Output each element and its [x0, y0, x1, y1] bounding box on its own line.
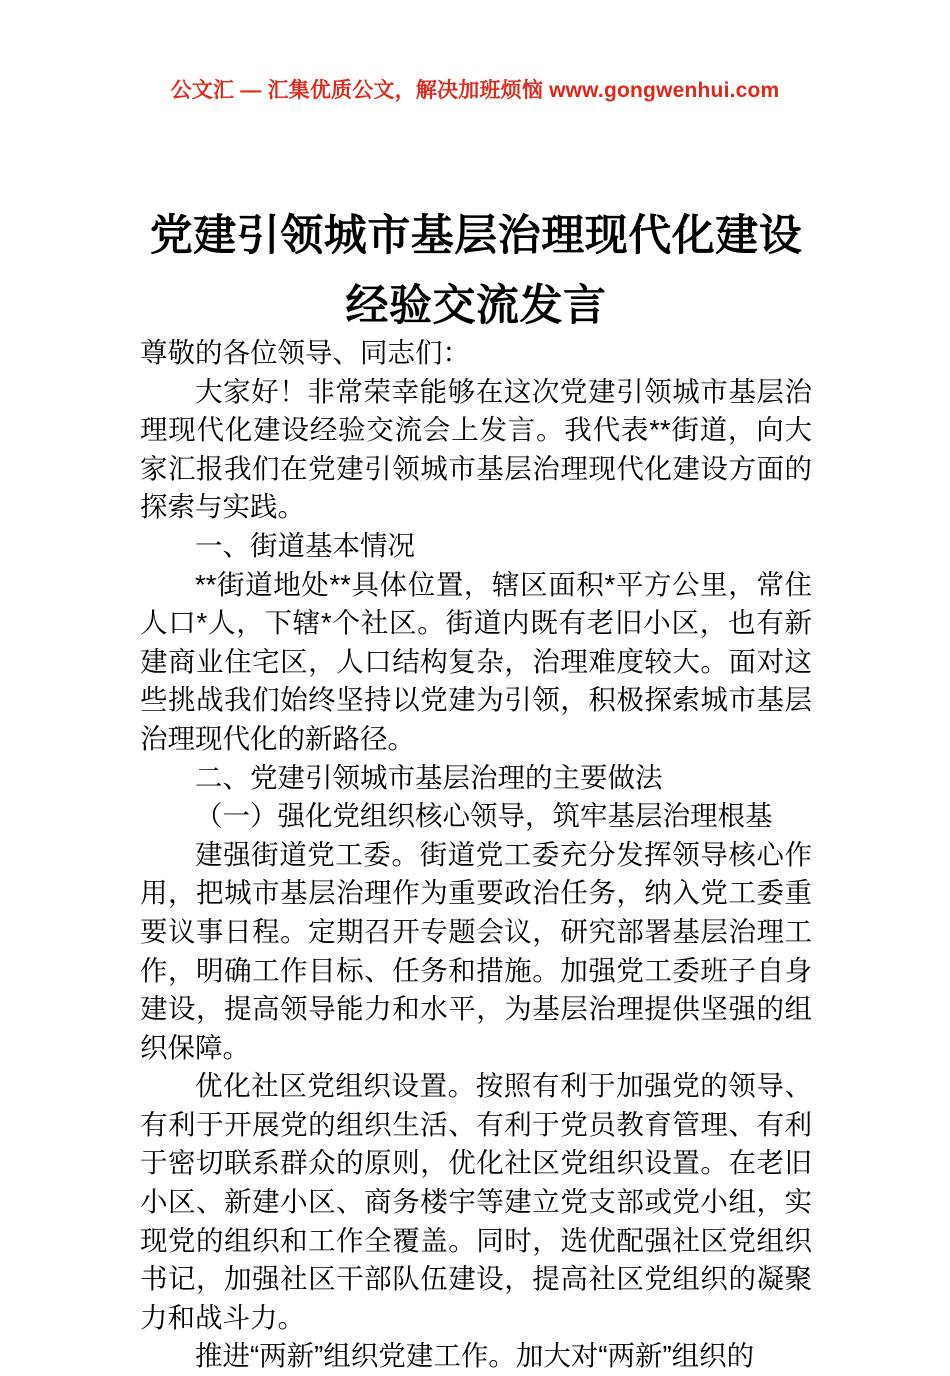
- brand-slogan: 汇集优质公文，解决加班烦恼: [267, 79, 544, 102]
- paragraph-2-1-c: 推进“两新”组织党建工作。加大对“两新”组织的: [195, 1340, 755, 1372]
- heading-section-1: 一、街道基本情况: [195, 529, 415, 561]
- brand-name: 公文汇: [170, 79, 235, 102]
- document-title: 党建引领城市基层治理现代化建设经验交流发言: [149, 211, 803, 330]
- brand-dash: —: [234, 79, 268, 102]
- paragraph-2-1-a: 建强街道党工委。街道党工委充分发挥领导核心作用，把城市基层治理作为重要政治任务，纳入党工委重要议事日程。定期召开专题会议，研究部署基层治理工作，明确工作目标、任务和措施。加强党工委班子自身建设，提高领导能力和水平，为基层治理提供坚强的组织保障。: [140, 838, 812, 1063]
- heading-section-2: 二、党建引领城市基层治理的主要做法: [195, 761, 663, 793]
- document-body: [140, 334, 812, 1376]
- paragraph-salutation: 尊敬的各位领导、同志们：: [140, 337, 470, 368]
- site-watermark-banner: [0, 78, 950, 103]
- brand-url: www.gongwenhui.com: [543, 79, 780, 102]
- paragraph-opening: 大家好！非常荣幸能够在这次党建引领城市基层治理现代化建设经验交流会上发言。我代表**街道，向大家汇报我们在党建引领城市基层治理现代化建设方面的探索与实践。: [140, 375, 812, 523]
- paragraph-2-1-b: 优化社区党组织设置。按照有利于加强党的领导、有利于开展党的组织生活、有利于党员教育管理、有利于密切联系群众的原则，优化社区党组织设置。在老旧小区、新建小区、商务楼宇等建立党支部或党小组，实现党的组织和工作全覆盖。同时，选优配强社区党组织书记，加强社区干部队伍建设，提高社区党组织的凝聚力和战斗力。: [140, 1070, 812, 1333]
- heading-section-2-1: （一）强化党组织核心领导，筑牢基层治理根基: [195, 800, 773, 832]
- paragraph-section-1-body: **街道地处**具体位置，辖区面积*平方公里，常住人口*人，下辖*个社区。街道内既有老旧小区，也有新建商业住宅区，人口结构复杂，治理难度较大。面对这些挑战我们始终坚持以党建为引领，积极探索城市基层治理现代化的新路径。: [140, 568, 812, 754]
